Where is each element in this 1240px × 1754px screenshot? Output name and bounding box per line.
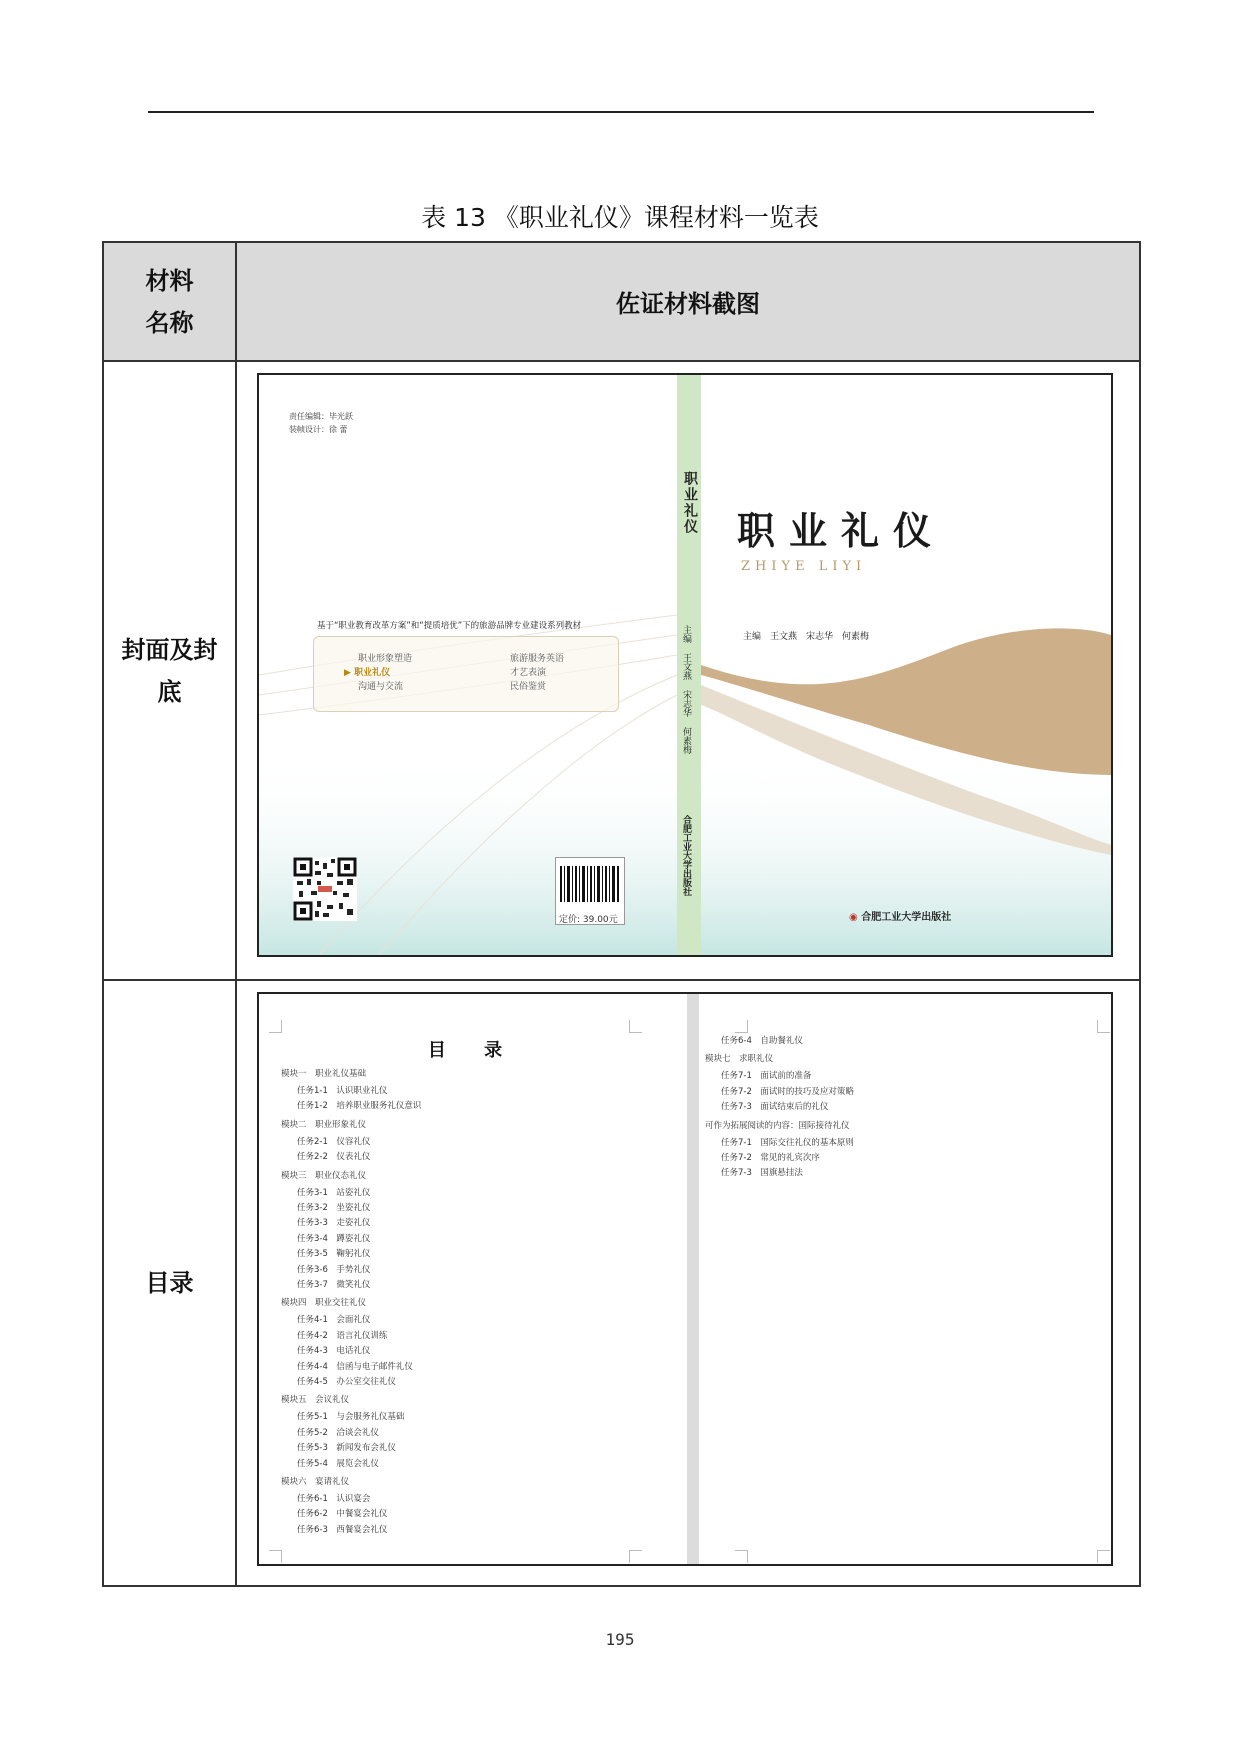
book-price: 定价: 39.00元	[559, 915, 618, 925]
cover-pinyin: ZHIYE LIYI	[741, 559, 867, 574]
series-book: 旅游服务英语	[510, 654, 565, 664]
crop-mark	[269, 1550, 282, 1563]
toc-task-entry: 任务4-5 办公室交往礼仪	[297, 1377, 396, 1387]
crop-mark	[735, 1550, 748, 1563]
row-label-cover-line2: 底	[157, 676, 182, 706]
header-evidence: 佐证材料截图	[236, 242, 1140, 361]
materials-table	[102, 241, 1141, 1587]
crop-mark	[269, 1020, 282, 1033]
toc-task-entry: 任务3-4 蹲姿礼仪	[297, 1233, 371, 1244]
header-rule	[148, 111, 1094, 113]
toc-task-entry: 任务7-3 面试结束后的礼仪	[721, 1102, 829, 1113]
toc-task-entry: 任务3-5 鞠躬礼仪	[297, 1249, 371, 1260]
table-header-row	[103, 242, 1140, 361]
publisher-logo-icon: ◉	[849, 912, 858, 923]
series-book: 民俗鉴赏	[510, 682, 547, 692]
toc-task-entry: 任务3-1 站姿礼仪	[297, 1187, 371, 1198]
header-material-name-line2: 名称	[145, 307, 194, 337]
crop-mark	[1097, 1550, 1110, 1563]
toc-task-entry: 任务4-2 语言礼仪训练	[297, 1330, 388, 1341]
toc-task-entry: 任务5-3 新闻发布会礼仪	[297, 1443, 396, 1454]
book-cover-image	[257, 373, 1113, 957]
toc-cell	[236, 980, 1140, 1586]
toc-task-entry: 任务7-1 国际交往礼仪的基本原则	[721, 1137, 854, 1148]
crop-mark	[1097, 1020, 1110, 1033]
toc-page-gutter	[687, 994, 699, 1564]
toc-module-heading: 模块五 会议礼仪	[281, 1395, 350, 1406]
row-label-cover-line1: 封面及封	[121, 634, 218, 664]
header-material-name	[103, 242, 236, 361]
series-book-current-label: 职业礼仪	[354, 668, 391, 678]
toc-title: 目 录	[427, 1040, 519, 1061]
toc-task-entry: 任务3-3 走姿礼仪	[297, 1218, 371, 1229]
series-book-current: ▶ 职业礼仪	[344, 668, 391, 678]
header-material-name-line1: 材料	[145, 265, 194, 295]
qr-code-icon	[293, 857, 357, 921]
series-book: 才艺表演	[510, 668, 547, 678]
toc-image	[257, 992, 1113, 1566]
toc-task-entry: 任务5-1 与会服务礼仪基础	[297, 1412, 405, 1423]
toc-task-entry: 任务6-2 中餐宴会礼仪	[297, 1509, 388, 1520]
toc-task-entry: 任务3-2 坐姿礼仪	[297, 1203, 371, 1213]
toc-module-heading: 模块三 职业仪态礼仪	[281, 1170, 367, 1181]
toc-module-heading: 模块四 职业交往礼仪	[281, 1298, 367, 1309]
toc-module-heading: 模块二 职业形象礼仪	[281, 1119, 367, 1130]
crop-mark	[629, 1550, 642, 1563]
crop-mark	[629, 1020, 642, 1033]
toc-module-heading: 可作为拓展阅读的内容：国际接待礼仪	[705, 1120, 850, 1131]
row-label-cover	[103, 361, 236, 980]
toc-task-entry: 任务4-1 会面礼仪	[297, 1315, 371, 1326]
toc-module-heading: 模块一 职业礼仪基础	[281, 1069, 367, 1079]
series-note: 基于“职业教育改革方案”和“提质培优”下的旅游品牌专业建设系列教材	[317, 621, 582, 631]
series-book: 沟通与交流	[358, 682, 404, 692]
toc-task-entry: 任务7-2 常见的礼宾次序	[721, 1153, 820, 1163]
spine-publisher: 合肥工业大学出版社	[681, 815, 691, 896]
toc-task-entry: 任务5-4 展览会礼仪	[297, 1458, 379, 1469]
toc-task-entry: 任务1-1 认识职业礼仪	[297, 1086, 388, 1096]
cover-editors: 主编 王文燕 宋志华 何素梅	[743, 632, 870, 642]
toc-task-entry: 任务3-6 手势礼仪	[297, 1264, 371, 1275]
spine-title: 职业礼仪	[682, 471, 698, 535]
cover-title: 职业礼仪	[737, 508, 946, 553]
toc-task-entry: 任务6-1 认识宴会	[297, 1494, 371, 1504]
row-label-toc: 目录	[103, 980, 236, 1586]
series-book: 职业形象塑造	[358, 654, 413, 664]
back-designer: 装帧设计：徐 蕾	[289, 425, 348, 434]
back-editor: 责任编辑：毕光跃	[289, 412, 353, 421]
cover-publisher-label: 合肥工业大学出版社	[861, 912, 952, 923]
toc-module-heading: 模块七 求职礼仪	[705, 1054, 774, 1065]
cover-cell	[236, 361, 1140, 980]
toc-task-entry: 任务4-4 信函与电子邮件礼仪	[297, 1361, 413, 1372]
page-number: 195	[605, 1630, 635, 1649]
cover-publisher	[849, 908, 951, 923]
spine-editors: 主编 王文燕 宋志华 何素梅	[681, 625, 691, 754]
table-row-cover	[103, 361, 1140, 980]
toc-task-entry: 任务7-2 面试时的技巧及应对策略	[721, 1086, 854, 1097]
toc-task-entry: 任务6-4 自助餐礼仪	[721, 1036, 803, 1046]
toc-task-entry: 任务2-1 仪容礼仪	[297, 1136, 371, 1147]
table-row-toc	[103, 980, 1140, 1586]
toc-task-entry: 任务1-2 培养职业服务礼仪意识	[297, 1101, 422, 1112]
table-caption: 表 13 《职业礼仪》课程材料一览表	[421, 203, 819, 232]
toc-task-entry: 任务2-2 仪表礼仪	[297, 1152, 371, 1163]
toc-module-heading: 模块六 宴请礼仪	[281, 1477, 350, 1487]
series-book-list	[313, 636, 619, 712]
toc-task-entry: 任务4-3 电话礼仪	[297, 1346, 371, 1357]
toc-task-entry: 任务7-3 国旗悬挂法	[721, 1168, 803, 1179]
toc-task-entry: 任务3-7 微笑礼仪	[297, 1280, 371, 1290]
crop-mark	[735, 1020, 748, 1033]
toc-task-entry: 任务5-2 洽谈会礼仪	[297, 1427, 379, 1438]
toc-task-entry: 任务6-3 西餐宴会礼仪	[297, 1524, 388, 1535]
toc-task-entry: 任务7-1 面试前的准备	[721, 1071, 812, 1082]
